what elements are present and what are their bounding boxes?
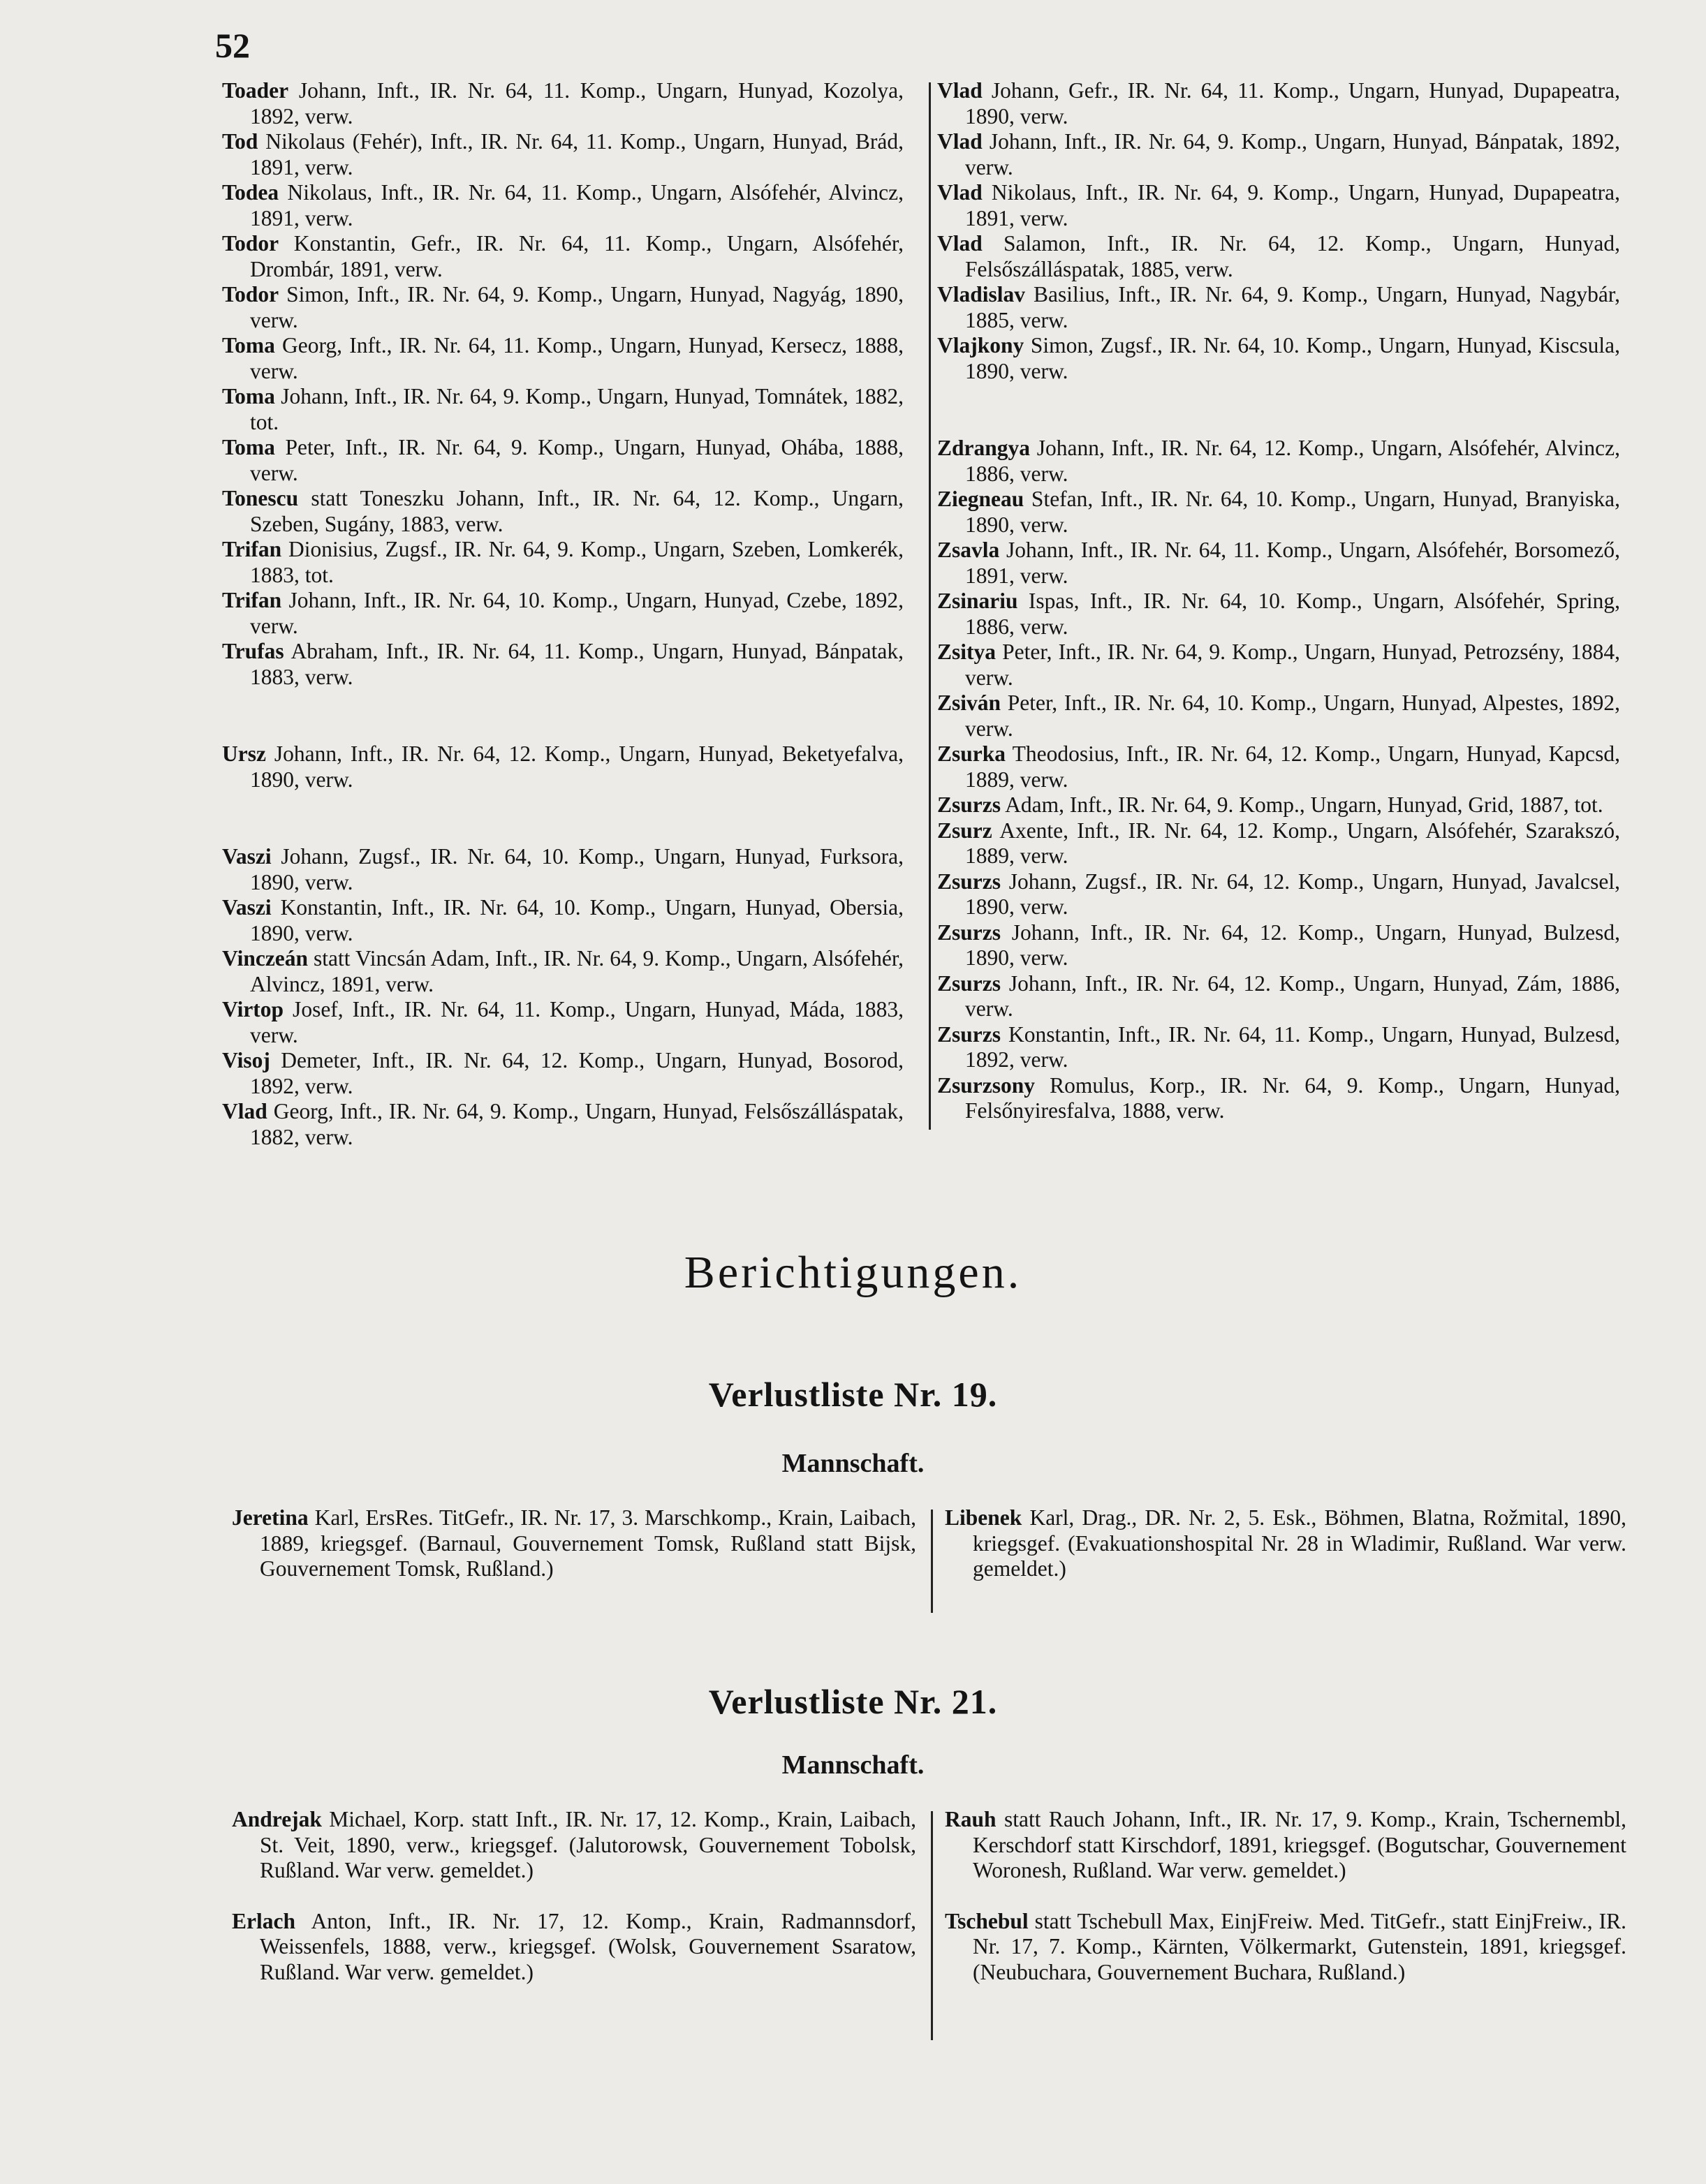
list-entry: [937, 231, 1620, 282]
list-entry: [937, 640, 1620, 691]
verlustliste-21-left-column: [232, 1807, 916, 1985]
entry-surname: Toma: [222, 435, 275, 459]
verlustliste-21-right-column: [945, 1807, 1626, 1985]
entry-details: Stefan, Inft., IR. Nr. 64, 10. Komp., Ungarn, Hunyad, Branyiska, 1890, verw.: [965, 487, 1620, 537]
list-entry: [222, 486, 904, 537]
entry-surname: Tod: [222, 129, 258, 154]
entry-details: Anton, Inft., IR. Nr. 17, 12. Komp., Krain, Radmannsdorf, Weissenfels, 1888, verw., kriegsgef. (Wolsk, Gouvernement Ssaratow, Rußland. War verw. gemeldet.): [260, 1908, 916, 1984]
entry-surname: Rauh: [945, 1807, 997, 1831]
entry-details: Georg, Inft., IR. Nr. 64, 9. Komp., Ungarn, Hunyad, Felsőszálláspatak, 1882, verw.: [250, 1099, 904, 1149]
list-entry: [232, 1909, 916, 1986]
list-entry: [222, 435, 904, 486]
entry-surname: Vlad: [937, 129, 983, 154]
entry-details: Dionisius, Zugsf., IR. Nr. 64, 9. Komp., Ungarn, Szeben, Lomkerék, 1883, tot.: [250, 537, 904, 587]
list-entry: [222, 282, 904, 333]
entry-surname: Zsiván: [937, 691, 1001, 715]
list-entry: [937, 1073, 1620, 1124]
entry-details: statt Rauch Johann, Inft., IR. Nr. 17, 9. Komp., Krain, Tschernembl, Kerschdorf statt Kirschdorf, 1891, kriegsgef. (Bogutschar, Gouvernement Woronesh, Rußland. War verw. gemeldet.): [973, 1807, 1626, 1882]
list-entry: [937, 1022, 1620, 1073]
verlustliste-21-heading: Verlustliste Nr. 21.: [708, 1682, 998, 1721]
list-entry: [937, 691, 1620, 741]
entry-details: Johann, Inft., IR. Nr. 64, 12. Komp., Ungarn, Hunyad, Zám, 1886, verw.: [965, 971, 1620, 1021]
entry-details: Abraham, Inft., IR. Nr. 64, 11. Komp., Ungarn, Hunyad, Bánpatak, 1883, verw.: [250, 639, 904, 689]
entry-details: Konstantin, Inft., IR. Nr. 64, 10. Komp., Ungarn, Hunyad, Obersia, 1890, verw.: [250, 895, 904, 945]
list-entry: [222, 844, 904, 895]
list-entry: [937, 333, 1620, 384]
entry-details: Peter, Inft., IR. Nr. 64, 10. Komp., Ungarn, Hunyad, Alpestes, 1892, verw.: [965, 691, 1620, 741]
list-entry: [937, 792, 1620, 818]
entry-details: statt Vincsán Adam, Inft., IR. Nr. 64, 9. Komp., Ungarn, Alsófehér, Alvincz, 1891, verw.: [250, 946, 904, 996]
entry-details: Karl, ErsRes. TitGefr., IR. Nr. 17, 3. Marschkomp., Krain, Laibach, 1889, kriegsgef. (Barnaul, Gouvernement Tomsk, Rußland statt Bijsk, Gouvernement Tomsk, Rußland.): [260, 1505, 916, 1581]
verlustliste-21-subheading: Mannschaft.: [781, 1750, 925, 1780]
entry-details: Konstantin, Gefr., IR. Nr. 64, 11. Komp., Ungarn, Alsófehér, Drombár, 1891, verw.: [250, 231, 904, 281]
column-divider: [931, 1510, 933, 1613]
entry-surname: Zsurka: [937, 741, 1006, 766]
entry-details: Basilius, Inft., IR. Nr. 64, 9. Komp., Ungarn, Hunyad, Nagybár, 1885, verw.: [965, 282, 1620, 332]
list-entry: [937, 282, 1620, 333]
top-right-column: [937, 78, 1620, 1124]
column-divider: [931, 1811, 933, 2040]
entry-spacer: [222, 792, 904, 844]
entry-surname: Vaszi: [222, 844, 272, 869]
entry-surname: Ziegneau: [937, 487, 1024, 511]
entry-details: Peter, Inft., IR. Nr. 64, 9. Komp., Ungarn, Hunyad, Ohába, 1888, verw.: [250, 435, 904, 485]
list-entry: [222, 78, 904, 129]
list-entry: [232, 1807, 916, 1884]
list-entry: [222, 997, 904, 1048]
list-entry: [222, 1099, 904, 1150]
entry-surname: Zsurzs: [937, 971, 1001, 996]
entry-surname: Vlajkony: [937, 333, 1024, 357]
list-entry: [937, 180, 1620, 231]
list-entry: [222, 946, 904, 997]
entry-details: Axente, Inft., IR. Nr. 64, 12. Komp., Ungarn, Alsófehér, Szarakszó, 1889, verw.: [965, 818, 1620, 868]
entry-surname: Tonescu: [222, 486, 299, 510]
entry-surname: Libenek: [945, 1505, 1022, 1530]
list-entry: [222, 231, 904, 282]
entry-details: Johann, Inft., IR. Nr. 64, 12. Komp., Ungarn, Hunyad, Bulzesd, 1890, verw.: [965, 920, 1620, 970]
entry-surname: Zsitya: [937, 640, 997, 664]
section-title: Berichtigungen.: [684, 1247, 1022, 1298]
list-entry: [937, 436, 1620, 487]
list-entry: [945, 1807, 1626, 1884]
list-entry: [937, 818, 1620, 869]
list-entry: [937, 538, 1620, 589]
entry-surname: Vinczeán: [222, 946, 309, 971]
entry-surname: Zsurz: [937, 818, 992, 843]
list-entry: [222, 741, 904, 792]
entry-details: Romulus, Korp., IR. Nr. 64, 9. Komp., Ungarn, Hunyad, Felsőnyiresfalva, 1888, verw.: [965, 1072, 1620, 1123]
entry-details: Johann, Zugsf., IR. Nr. 64, 10. Komp., Ungarn, Hunyad, Furksora, 1890, verw.: [250, 844, 904, 894]
list-entry: [222, 384, 904, 435]
list-entry: [222, 129, 904, 180]
list-entry: [222, 895, 904, 946]
entry-details: Karl, Drag., DR. Nr. 2, 5. Esk., Böhmen, Blatna, Rožmital, 1890, kriegsgef. (Evakuationshospital Nr. 28 in Wladimir, Rußland. War verw. gemeldet.): [973, 1505, 1626, 1581]
entry-surname: Vladislav: [937, 282, 1026, 307]
list-entry: [937, 589, 1620, 640]
entry-surname: Toader: [222, 78, 289, 103]
list-entry: [232, 1505, 916, 1582]
entry-details: Johann, Inft., IR. Nr. 64, 9. Komp., Ungarn, Hunyad, Bánpatak, 1892, verw.: [965, 129, 1620, 179]
entry-spacer: [222, 690, 904, 741]
verlustliste-19-right-column: [945, 1505, 1626, 1582]
entry-surname: Vaszi: [222, 895, 272, 920]
entry-surname: Virtop: [222, 997, 284, 1021]
entry-surname: Trifan: [222, 537, 282, 561]
entry-details: Johann, Inft., IR. Nr. 64, 12. Komp., Ungarn, Alsófehér, Alvincz, 1886, verw.: [965, 436, 1620, 486]
entry-details: Georg, Inft., IR. Nr. 64, 11. Komp., Ungarn, Hunyad, Kersecz, 1888, verw.: [250, 333, 904, 383]
entry-surname: Jeretina: [232, 1505, 309, 1530]
entry-details: statt Toneszku Johann, Inft., IR. Nr. 64, 12. Komp., Ungarn, Szeben, Sugány, 1883, verw.: [250, 486, 904, 536]
entry-surname: Todea: [222, 180, 279, 205]
verlustliste-19-heading: Verlustliste Nr. 19.: [708, 1375, 998, 1414]
entry-spacer: [232, 1884, 916, 1909]
entry-surname: Zsinariu: [937, 589, 1018, 613]
entry-surname: Trifan: [222, 588, 282, 612]
entry-surname: Vlad: [937, 180, 983, 205]
entry-spacer: [937, 384, 1620, 436]
entry-details: Nikolaus, Inft., IR. Nr. 64, 11. Komp., Ungarn, Alsófehér, Alvincz, 1891, verw.: [250, 180, 904, 230]
entry-surname: Zsurzs: [937, 920, 1001, 945]
entry-details: Simon, Inft., IR. Nr. 64, 9. Komp., Ungarn, Hunyad, Nagyág, 1890, verw.: [250, 282, 904, 332]
list-entry: [222, 1048, 904, 1099]
entry-surname: Toma: [222, 333, 275, 357]
entry-details: statt Tschebull Max, EinjFreiw. Med. TitGefr., statt EinjFreiw., IR. Nr. 17, 7. Komp., Kärnten, Völkermarkt, Gutenstein, 1891, kriegsgef. (Neubuchara, Gouvernement Buchara, Rußland.): [973, 1908, 1626, 1984]
list-entry: [937, 920, 1620, 971]
list-entry: [222, 333, 904, 384]
entry-details: Nikolaus, Inft., IR. Nr. 64, 9. Komp., Ungarn, Hunyad, Dupapeatra, 1891, verw.: [965, 180, 1620, 230]
entry-details: Konstantin, Inft., IR. Nr. 64, 11. Komp., Ungarn, Hunyad, Bulzesd, 1892, verw.: [965, 1021, 1620, 1072]
entry-surname: Zsurzs: [937, 869, 1001, 894]
list-entry: [937, 971, 1620, 1022]
entry-details: Salamon, Inft., IR. Nr. 64, 12. Komp., Ungarn, Hunyad, Felsőszálláspatak, 1885, verw.: [965, 231, 1620, 281]
entry-details: Theodosius, Inft., IR. Nr. 64, 12. Komp., Ungarn, Hunyad, Kapcsd, 1889, verw.: [965, 741, 1620, 792]
entry-surname: Visoj: [222, 1048, 270, 1072]
entry-surname: Zsurzs: [937, 792, 1001, 817]
entry-surname: Vlad: [937, 231, 983, 256]
list-entry: [937, 741, 1620, 792]
entry-surname: Zsurzsony: [937, 1072, 1036, 1098]
entry-details: Johann, Zugsf., IR. Nr. 64, 12. Komp., Ungarn, Hunyad, Javalcsel, 1890, verw.: [965, 869, 1620, 919]
entry-details: Ispas, Inft., IR. Nr. 64, 10. Komp., Ungarn, Alsófehér, Spring, 1886, verw.: [965, 589, 1620, 639]
entry-surname: Zdrangya: [937, 436, 1031, 460]
verlustliste-19-left-column: [232, 1505, 916, 1582]
entry-details: Peter, Inft., IR. Nr. 64, 9. Komp., Ungarn, Hunyad, Petrozsény, 1884, verw.: [965, 640, 1620, 690]
entry-details: Johann, Inft., IR. Nr. 64, 11. Komp., Ungarn, Alsófehér, Borsomező, 1891, verw.: [965, 538, 1620, 588]
entry-details: Johann, Inft., IR. Nr. 64, 9. Komp., Ungarn, Hunyad, Tomnátek, 1882, tot.: [250, 384, 904, 434]
entry-surname: Andrejak: [232, 1807, 322, 1831]
entry-surname: Zsurzs: [937, 1021, 1001, 1047]
entry-details: Johann, Inft., IR. Nr. 64, 11. Komp., Ungarn, Hunyad, Kozolya, 1892, verw.: [250, 78, 904, 128]
list-entry: [937, 129, 1620, 180]
verlustliste-19-subheading: Mannschaft.: [781, 1449, 925, 1478]
list-entry: [222, 639, 904, 690]
entry-details: Simon, Zugsf., IR. Nr. 64, 10. Komp., Ungarn, Hunyad, Kiscsula, 1890, verw.: [965, 333, 1620, 383]
entry-details: Adam, Inft., IR. Nr. 64, 9. Komp., Ungarn, Hunyad, Grid, 1887, tot.: [1001, 792, 1603, 817]
list-entry: [945, 1505, 1626, 1582]
top-left-column: [222, 78, 904, 1150]
entry-details: Demeter, Inft., IR. Nr. 64, 12. Komp., Ungarn, Hunyad, Bosorod, 1892, verw.: [250, 1048, 904, 1098]
entry-details: Johann, Inft., IR. Nr. 64, 12. Komp., Ungarn, Hunyad, Beketyefalva, 1890, verw.: [250, 741, 904, 792]
entry-spacer: [945, 1884, 1626, 1909]
entry-details: Josef, Inft., IR. Nr. 64, 11. Komp., Ungarn, Hunyad, Máda, 1883, verw.: [250, 997, 904, 1047]
list-entry: [937, 869, 1620, 920]
list-entry: [222, 537, 904, 588]
page-number: 52: [215, 26, 250, 65]
entry-details: Michael, Korp. statt Inft., IR. Nr. 17, 12. Komp., Krain, Laibach, St. Veit, 1890, verw., kriegsgef. (Jalutorowsk, Gouvernement Tobolsk, Rußland. War verw. gemeldet.): [260, 1807, 916, 1882]
entry-surname: Ursz: [222, 741, 266, 766]
entry-details: Nikolaus (Fehér), Inft., IR. Nr. 64, 11. Komp., Ungarn, Hunyad, Brád, 1891, verw.: [250, 129, 904, 179]
entry-surname: Toma: [222, 384, 275, 408]
list-entry: [222, 180, 904, 231]
list-entry: [937, 78, 1620, 129]
entry-details: Johann, Gefr., IR. Nr. 64, 11. Komp., Ungarn, Hunyad, Dupapeatra, 1890, verw.: [965, 78, 1620, 128]
entry-surname: Todor: [222, 231, 279, 256]
list-entry: [222, 588, 904, 639]
list-entry: [945, 1909, 1626, 1986]
entry-surname: Erlach: [232, 1908, 295, 1933]
entry-details: Johann, Inft., IR. Nr. 64, 10. Komp., Ungarn, Hunyad, Czebe, 1892, verw.: [250, 588, 904, 638]
entry-surname: Todor: [222, 282, 279, 307]
column-divider: [929, 82, 931, 1130]
list-entry: [937, 487, 1620, 538]
entry-surname: Trufas: [222, 639, 284, 663]
entry-surname: Vlad: [937, 78, 983, 103]
entry-surname: Tschebul: [945, 1908, 1029, 1933]
entry-surname: Zsavla: [937, 538, 1000, 562]
entry-surname: Vlad: [222, 1099, 267, 1123]
